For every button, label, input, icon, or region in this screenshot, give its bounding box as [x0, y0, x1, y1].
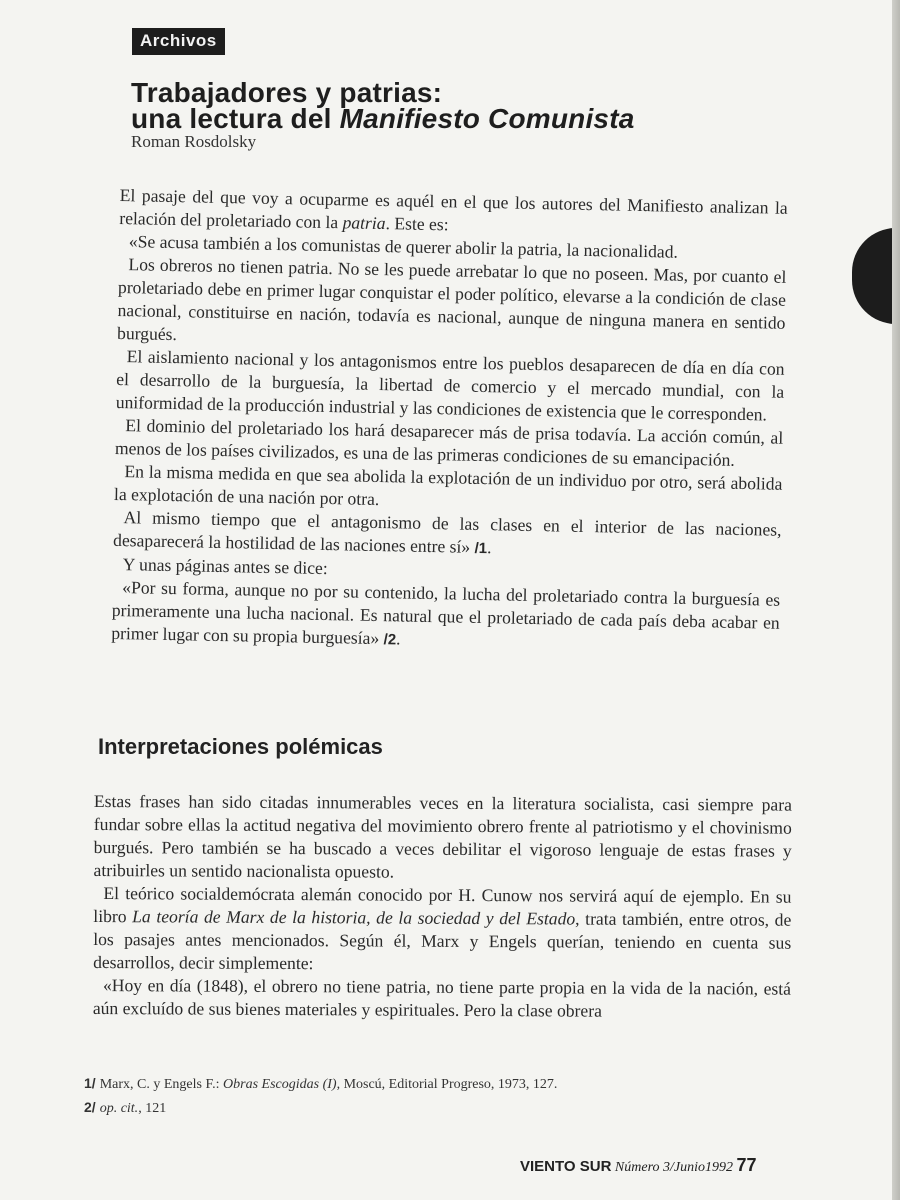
- footnotes: [84, 1072, 704, 1120]
- body-part-1: [111, 184, 788, 659]
- footnote-text: Marx, C. y Engels F.:: [99, 1077, 224, 1092]
- footnote-text: , Moscú, Editorial Progreso, 1973, 127.: [336, 1077, 558, 1092]
- page-number: 77: [736, 1155, 757, 1175]
- paragraph-text: , trata también, entre otros, de los pasajes antes mencionados. Según él, Marx y Engels querían, teniendo en cuenta sus desarrollos, decir simplemente:: [93, 908, 792, 974]
- paragraph: El dominio del proletariado los hará desaparecer más de prisa todavía. La acción común, al menos de los países civilizados, es una de las primeras condiciones de su emancipación.: [114, 415, 784, 470]
- paragraph-text: .: [486, 537, 492, 558]
- paragraph-text: Al mismo tiempo que el antagonismo de las clases en el interior de las naciones, desaparecerá la hostilidad de las naciones entre sí»: [112, 507, 782, 557]
- section-label: Archivos: [132, 28, 225, 55]
- paragraph: Y unas páginas antes se dice:: [122, 554, 328, 579]
- paragraph-text: . Este es:: [385, 213, 449, 235]
- magazine-name: VIENTO SUR: [520, 1158, 612, 1175]
- paragraph: [93, 882, 791, 978]
- page-edge: [892, 0, 900, 1200]
- footnote-number: 1/: [84, 1075, 96, 1091]
- paragraph-text: El pasaje del que voy a ocuparme es aquél en el que los autores del Manifiesto analizan la relación del proletariado con la: [119, 184, 788, 233]
- issue-info: Número 3/Junio1992: [614, 1160, 733, 1175]
- footnote-text: , 121: [138, 1101, 167, 1116]
- page-footer: [520, 1155, 757, 1176]
- paragraph: Estas frases han sido citadas innumerables veces en la literatura socialista, casi siempre para fundar sobre ellas la actitud negativa del movimiento obrero frente al patriotismo y el chovinismo burgués. Pero también se ha buscado a veces debilitar el vigoroso lenguaje de estas frases y atribuirles un sentido nacionalista opuesto.: [93, 791, 792, 882]
- paragraph: «Hoy en día (1848), el obrero no tiene patria, no tiene parte propia en la vida de la nación, está aún excluído de sus bienes materiales y espirituales. Pero la clase obrera: [92, 975, 792, 1021]
- footnote-1: [84, 1072, 704, 1096]
- footnote-ref-2[interactable]: /2: [383, 631, 397, 649]
- paragraph: El aislamiento nacional y los antagonismos entre los pueblos desaparecen de día en día con el desarrollo de la burguesía, la libertad de comercio y el mercado mundial, con la uniformidad de la producción industrial y las condiciones de existencia que le corresponden.: [115, 346, 785, 425]
- paragraph: «Se acusa también a los comunistas de querer abolir la patria, la nacionalidad.: [128, 231, 679, 262]
- book-title-italic: La teoría de Marx de la historia, de la sociedad y del Estado: [132, 906, 576, 929]
- body-part-2: [93, 790, 792, 1024]
- title-line-1: Trabajadores y patrias:: [131, 77, 443, 108]
- article-author: Roman Rosdolsky: [131, 132, 257, 151]
- footnote-italic: op. cit.: [99, 1101, 139, 1116]
- title-line-2-prefix: una lectura del: [131, 103, 340, 134]
- paragraph-text: El teórico socialdemócrata alemán conocido por H. Cunow nos servirá aquí de ejemplo. En su libro: [93, 883, 792, 927]
- title-line-2-italic: Manifiesto Comunista: [339, 103, 635, 134]
- footnote-number: 2/: [84, 1099, 96, 1115]
- footnote-2: [84, 1096, 704, 1120]
- page-edge-tab: [852, 228, 892, 324]
- footnote-ref-1[interactable]: /1: [474, 539, 488, 558]
- article-title: [131, 77, 791, 134]
- paragraph-text: «Por su forma, aunque no por su contenido, la lucha del proletariado contra la burguesía es primeramente una lucha nacional. Es natural que el proletariado de cada país deba acabar en primer lugar con su propia burguesía»: [111, 577, 781, 649]
- section-heading: Interpretaciones polémicas: [98, 734, 383, 759]
- paragraph: En la misma medida en que sea abolida la explotación de un individuo por otro, será abolida la explotación de una nación por otra.: [113, 461, 783, 510]
- footnote-italic: Obras Escogidas (I): [223, 1077, 337, 1092]
- paragraph-text: .: [395, 628, 401, 649]
- paragraph-italic: patria: [342, 212, 386, 234]
- title-line-2: [131, 103, 791, 134]
- paragraph: [111, 576, 780, 659]
- paragraph: Los obreros no tienen patria. No se les puede arrebatar lo que no poseen. Mas, por cuanto el proletariado debe en primer lugar conquistar el poder político, elevarse a la condición de clase nacional, constituirse en nación, todavía es nacional, aunque de ninguna manera en sentido burgués.: [116, 254, 787, 345]
